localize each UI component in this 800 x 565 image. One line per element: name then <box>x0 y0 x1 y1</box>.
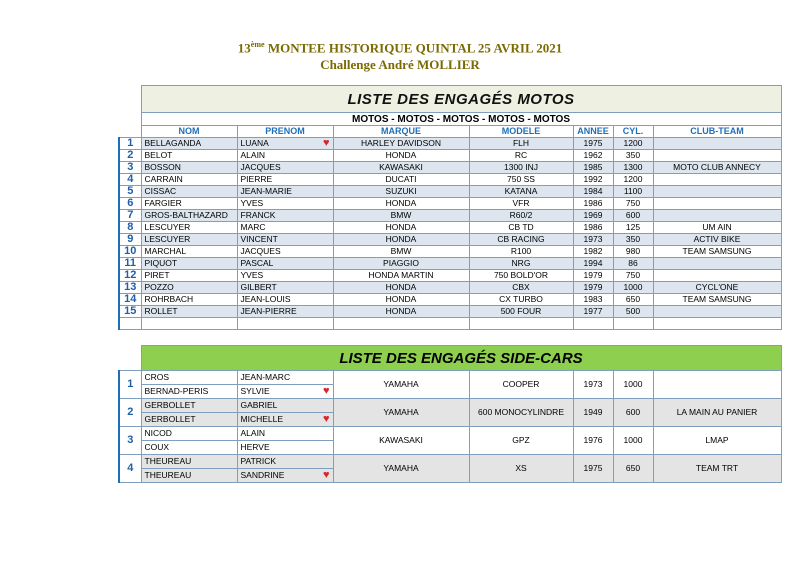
col-header-annee: ANNEE <box>573 126 613 138</box>
sidecars-band-title: LISTE DES ENGAGÉS SIDE-CARS <box>141 346 781 371</box>
cyl-cell: 1000 <box>613 282 653 294</box>
nom-cell: PIQUOT <box>141 258 237 270</box>
nom-cell: FARGIER <box>141 198 237 210</box>
prenom-text: LUANA <box>240 138 269 148</box>
modele-cell: 600 MONOCYLINDRE <box>469 399 573 427</box>
prenom-cell <box>237 174 333 186</box>
club-cell <box>653 150 781 162</box>
row-number: 3 <box>119 427 141 455</box>
cyl-cell: 980 <box>613 246 653 258</box>
prenom-cell <box>237 162 333 174</box>
modele-cell: CB RACING <box>469 234 573 246</box>
nom-cell: MARCHAL <box>141 246 237 258</box>
modele-cell: 750 SS <box>469 174 573 186</box>
cyl-cell: 1000 <box>613 371 653 399</box>
prenom-cell <box>237 222 333 234</box>
club-cell: UM AIN <box>653 222 781 234</box>
cyl-cell: 1200 <box>613 138 653 150</box>
prenom-text: YVES <box>240 270 264 280</box>
marque-cell: HONDA <box>333 150 469 162</box>
club-cell <box>653 138 781 150</box>
club-cell: TEAM SAMSUNG <box>653 294 781 306</box>
annee-cell: 1949 <box>573 399 613 427</box>
nom-cell: ROLLET <box>141 306 237 318</box>
modele-cell: 1300 INJ <box>469 162 573 174</box>
modele-cell: R60/2 <box>469 210 573 222</box>
prenom-cell <box>237 258 333 270</box>
annee-cell: 1969 <box>573 210 613 222</box>
moto-row <box>119 234 781 246</box>
sidecars-table <box>118 345 782 483</box>
prenom-text: MICHELLE <box>240 414 284 424</box>
motos-subband: MOTOS - MOTOS - MOTOS - MOTOS - MOTOS <box>141 113 781 126</box>
row-number: 14 <box>119 294 141 306</box>
annee-cell: 1983 <box>573 294 613 306</box>
annee-cell: 1979 <box>573 282 613 294</box>
modele-cell: 750 BOLD'OR <box>469 270 573 282</box>
annee-cell: 1992 <box>573 174 613 186</box>
marque-cell: YAMAHA <box>333 399 469 427</box>
marque-cell: HONDA <box>333 282 469 294</box>
cyl-cell: 600 <box>613 210 653 222</box>
annee-cell: 1986 <box>573 198 613 210</box>
annee-cell: 1994 <box>573 258 613 270</box>
passenger-nom-cell: GERBOLLET <box>141 413 237 427</box>
marque-cell: HONDA <box>333 198 469 210</box>
row-number: 5 <box>119 186 141 198</box>
prenom-text: PIERRE <box>240 174 273 184</box>
motos-band-title: LISTE DES ENGAGÉS MOTOS <box>141 86 781 113</box>
pilot-nom-cell: GERBOLLET <box>141 399 237 413</box>
annee-cell: 1962 <box>573 150 613 162</box>
modele-cell: FLH <box>469 138 573 150</box>
row-number: 4 <box>119 455 141 483</box>
moto-row <box>119 198 781 210</box>
prenom-text: PASCAL <box>240 258 274 268</box>
annee-cell: 1985 <box>573 162 613 174</box>
moto-row <box>119 222 781 234</box>
blank-row <box>119 318 781 330</box>
prenom-cell <box>237 198 333 210</box>
nom-cell: LESCUYER <box>141 222 237 234</box>
row-number: 6 <box>119 198 141 210</box>
nom-cell: BOSSON <box>141 162 237 174</box>
sidecar-row <box>119 427 781 441</box>
pilot-nom-cell: NICOD <box>141 427 237 441</box>
prenom-cell <box>237 306 333 318</box>
prenom-text: YVES <box>240 198 264 208</box>
prenom-text: JEAN-PIERRE <box>240 306 297 316</box>
moto-row <box>119 174 781 186</box>
row-number: 8 <box>119 222 141 234</box>
moto-row <box>119 138 781 150</box>
pilot-prenom-cell: ALAIN <box>237 427 333 441</box>
row-number: 11 <box>119 258 141 270</box>
nom-cell: BELLAGANDA <box>141 138 237 150</box>
club-cell: LMAP <box>653 427 781 455</box>
prenom-text: JEAN-LOUIS <box>240 294 291 304</box>
cyl-cell: 750 <box>613 198 653 210</box>
prenom-text: GILBERT <box>240 282 277 292</box>
prenom-text: JACQUES <box>240 246 281 256</box>
cyl-cell: 1100 <box>613 186 653 198</box>
club-cell: ACTIV BIKE <box>653 234 781 246</box>
club-cell: CYCL'ONE <box>653 282 781 294</box>
modele-cell: RC <box>469 150 573 162</box>
col-header-prenom: PRENOM <box>237 126 333 138</box>
annee-cell: 1982 <box>573 246 613 258</box>
modele-cell: CX TURBO <box>469 294 573 306</box>
row-number: 2 <box>119 150 141 162</box>
annee-cell: 1986 <box>573 222 613 234</box>
marque-cell: YAMAHA <box>333 371 469 399</box>
row-number: 3 <box>119 162 141 174</box>
prenom-text: SYLVIE <box>240 386 270 396</box>
club-cell <box>653 258 781 270</box>
col-header-nom: NOM <box>141 126 237 138</box>
prenom-cell <box>237 246 333 258</box>
row-number: 15 <box>119 306 141 318</box>
annee-cell: 1973 <box>573 234 613 246</box>
club-cell: LA MAIN AU PANIER <box>653 399 781 427</box>
cyl-cell: 650 <box>613 455 653 483</box>
prenom-text: HERVE <box>240 442 270 452</box>
prenom-cell <box>237 294 333 306</box>
modele-cell: COOPER <box>469 371 573 399</box>
prenom-text: VINCENT <box>240 234 278 244</box>
moto-row <box>119 162 781 174</box>
cyl-cell: 750 <box>613 270 653 282</box>
moto-row <box>119 258 781 270</box>
annee-cell: 1979 <box>573 270 613 282</box>
row-number: 12 <box>119 270 141 282</box>
club-cell <box>653 210 781 222</box>
prenom-cell <box>237 270 333 282</box>
pilot-prenom-cell: JEAN-MARC <box>237 371 333 385</box>
moto-row <box>119 210 781 222</box>
marque-cell: PIAGGIO <box>333 258 469 270</box>
marque-cell: DUCATI <box>333 174 469 186</box>
prenom-text: SANDRINE <box>240 470 285 480</box>
marque-cell: YAMAHA <box>333 455 469 483</box>
col-header-marque: MARQUE <box>333 126 469 138</box>
heart-icon: ♥ <box>322 413 330 425</box>
modele-cell: CBX <box>469 282 573 294</box>
passenger-prenom-cell <box>237 385 333 399</box>
club-cell <box>653 174 781 186</box>
prenom-cell <box>237 234 333 246</box>
col-header-club: CLUB-TEAM <box>653 126 781 138</box>
prenom-cell <box>237 186 333 198</box>
cyl-cell: 125 <box>613 222 653 234</box>
marque-cell: KAWASAKI <box>333 427 469 455</box>
marque-cell: KAWASAKI <box>333 162 469 174</box>
nom-cell: POZZO <box>141 282 237 294</box>
cyl-cell: 500 <box>613 306 653 318</box>
modele-cell: KATANA <box>469 186 573 198</box>
modele-cell: XS <box>469 455 573 483</box>
club-cell <box>653 270 781 282</box>
annee-cell: 1973 <box>573 371 613 399</box>
moto-row <box>119 186 781 198</box>
col-header-cyl: CYL. <box>613 126 653 138</box>
prenom-cell <box>237 282 333 294</box>
pilot-prenom-cell: GABRIEL <box>237 399 333 413</box>
col-header-modele: MODELE <box>469 126 573 138</box>
cyl-cell: 1000 <box>613 427 653 455</box>
cyl-cell: 600 <box>613 399 653 427</box>
sidecar-row <box>119 399 781 413</box>
cyl-cell: 650 <box>613 294 653 306</box>
prenom-text: ALAIN <box>240 150 266 160</box>
nom-cell: BELOT <box>141 150 237 162</box>
annee-cell: 1984 <box>573 186 613 198</box>
pilot-nom-cell: THEUREAU <box>141 455 237 469</box>
prenom-text: JACQUES <box>240 162 281 172</box>
passenger-prenom-cell <box>237 413 333 427</box>
pilot-nom-cell: CROS <box>141 371 237 385</box>
prenom-text: JEAN-MARIE <box>240 186 292 196</box>
moto-row <box>119 282 781 294</box>
sidecar-row <box>119 371 781 385</box>
motos-table <box>118 85 782 330</box>
annee-cell: 1975 <box>573 138 613 150</box>
moto-row <box>119 306 781 318</box>
marque-cell: BMW <box>333 210 469 222</box>
row-number: 7 <box>119 210 141 222</box>
marque-cell: SUZUKI <box>333 186 469 198</box>
marque-cell: HONDA <box>333 234 469 246</box>
motos-header-row <box>119 126 781 138</box>
club-cell: MOTO CLUB ANNECY <box>653 162 781 174</box>
annee-cell: 1977 <box>573 306 613 318</box>
nom-cell: LESCUYER <box>141 234 237 246</box>
heart-icon: ♥ <box>322 385 330 397</box>
annee-cell: 1975 <box>573 455 613 483</box>
prenom-text: MARC <box>240 222 266 232</box>
passenger-nom-cell: COUX <box>141 441 237 455</box>
cyl-cell: 350 <box>613 234 653 246</box>
event-subtitle: Challenge André MOLLIER <box>320 57 480 72</box>
sidecar-row <box>119 455 781 469</box>
marque-cell: HONDA <box>333 306 469 318</box>
modele-cell: R100 <box>469 246 573 258</box>
marque-cell: HARLEY DAVIDSON <box>333 138 469 150</box>
passenger-prenom-cell <box>237 441 333 455</box>
pilot-prenom-cell: PATRICK <box>237 455 333 469</box>
marque-cell: HONDA MARTIN <box>333 270 469 282</box>
marque-cell: HONDA <box>333 294 469 306</box>
moto-row <box>119 246 781 258</box>
modele-cell: GPZ <box>469 427 573 455</box>
cyl-cell: 86 <box>613 258 653 270</box>
cyl-cell: 1300 <box>613 162 653 174</box>
nom-cell: CISSAC <box>141 186 237 198</box>
cyl-cell: 350 <box>613 150 653 162</box>
passenger-nom-cell: THEUREAU <box>141 469 237 483</box>
row-number: 2 <box>119 399 141 427</box>
heart-icon: ♥ <box>322 469 330 481</box>
club-cell <box>653 371 781 399</box>
prenom-cell <box>237 150 333 162</box>
club-cell <box>653 198 781 210</box>
nom-cell: ROHRBACH <box>141 294 237 306</box>
modele-cell: 500 FOUR <box>469 306 573 318</box>
row-number: 13 <box>119 282 141 294</box>
heart-icon: ♥ <box>322 137 330 149</box>
moto-row <box>119 150 781 162</box>
moto-row <box>119 270 781 282</box>
nom-cell: PIRET <box>141 270 237 282</box>
modele-cell: VFR <box>469 198 573 210</box>
row-number: 10 <box>119 246 141 258</box>
event-title: 13ème MONTEE HISTORIQUE QUINTAL 25 AVRIL 2021 <box>237 40 563 56</box>
row-number: 9 <box>119 234 141 246</box>
club-cell: TEAM SAMSUNG <box>653 246 781 258</box>
row-number: 1 <box>119 138 141 150</box>
club-cell: TEAM TRT <box>653 455 781 483</box>
nom-cell: CARRAIN <box>141 174 237 186</box>
moto-row <box>119 294 781 306</box>
cyl-cell: 1200 <box>613 174 653 186</box>
club-cell <box>653 186 781 198</box>
row-number: 1 <box>119 371 141 399</box>
prenom-text: FRANCK <box>240 210 276 220</box>
marque-cell: HONDA <box>333 222 469 234</box>
marque-cell: BMW <box>333 246 469 258</box>
modele-cell: CB TD <box>469 222 573 234</box>
nom-cell: GROS-BALTHAZARD <box>141 210 237 222</box>
modele-cell: NRG <box>469 258 573 270</box>
club-cell <box>653 306 781 318</box>
passenger-prenom-cell <box>237 469 333 483</box>
row-number: 4 <box>119 174 141 186</box>
annee-cell: 1976 <box>573 427 613 455</box>
passenger-nom-cell: BERNAD-PERIS <box>141 385 237 399</box>
prenom-cell <box>237 210 333 222</box>
prenom-cell <box>237 138 333 150</box>
